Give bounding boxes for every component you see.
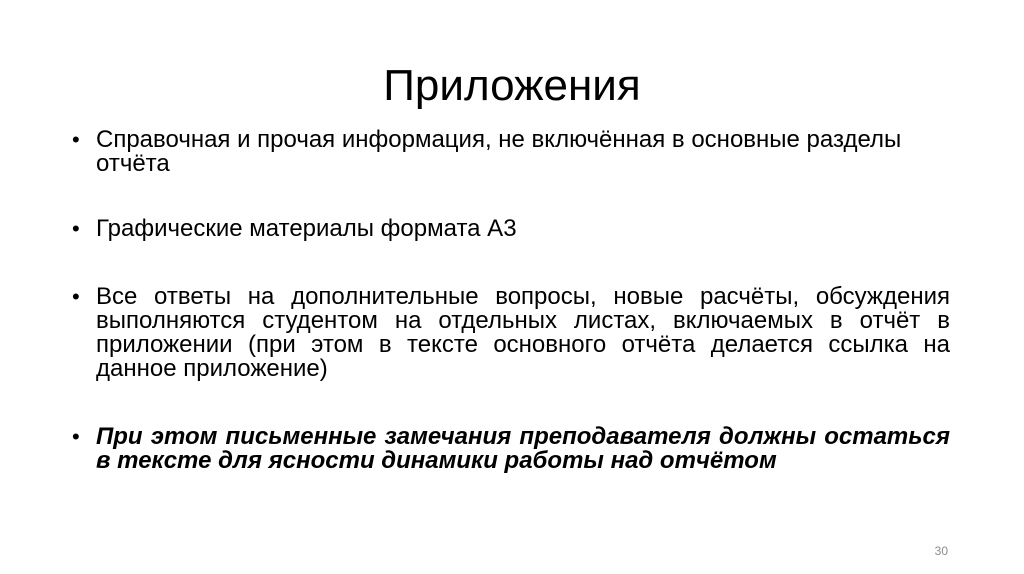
bullet-text: Графические материалы формата А3: [96, 215, 517, 242]
bullet-item: [72, 217, 950, 241]
bullet-text: Справочная и прочая информация, не включённая в основные разделы отчёта: [96, 126, 902, 177]
bullet-text: Все ответы на дополнительные вопросы, новые расчёты, обсуждения выполняются студентом на отдельных листах, включаемых в отчёт в приложении (при этом в тексте основного отчёта делается ссылка на данное приложение): [96, 283, 950, 382]
bullet-marker: •: [72, 424, 80, 449]
bullet-marker: •: [72, 216, 80, 241]
emphasized-bullet-text: При этом письменные замечания преподавателя должны остаться в тексте для ясности динамики работы над отчётом: [96, 423, 950, 474]
slide-title: Приложения: [383, 61, 641, 110]
bullet-marker: •: [72, 127, 80, 152]
page-number: 30: [934, 544, 948, 558]
bullet-item: [72, 285, 950, 381]
bullet-marker: •: [72, 284, 80, 309]
bullet-item: [72, 128, 950, 176]
bullet-item: [72, 425, 950, 473]
